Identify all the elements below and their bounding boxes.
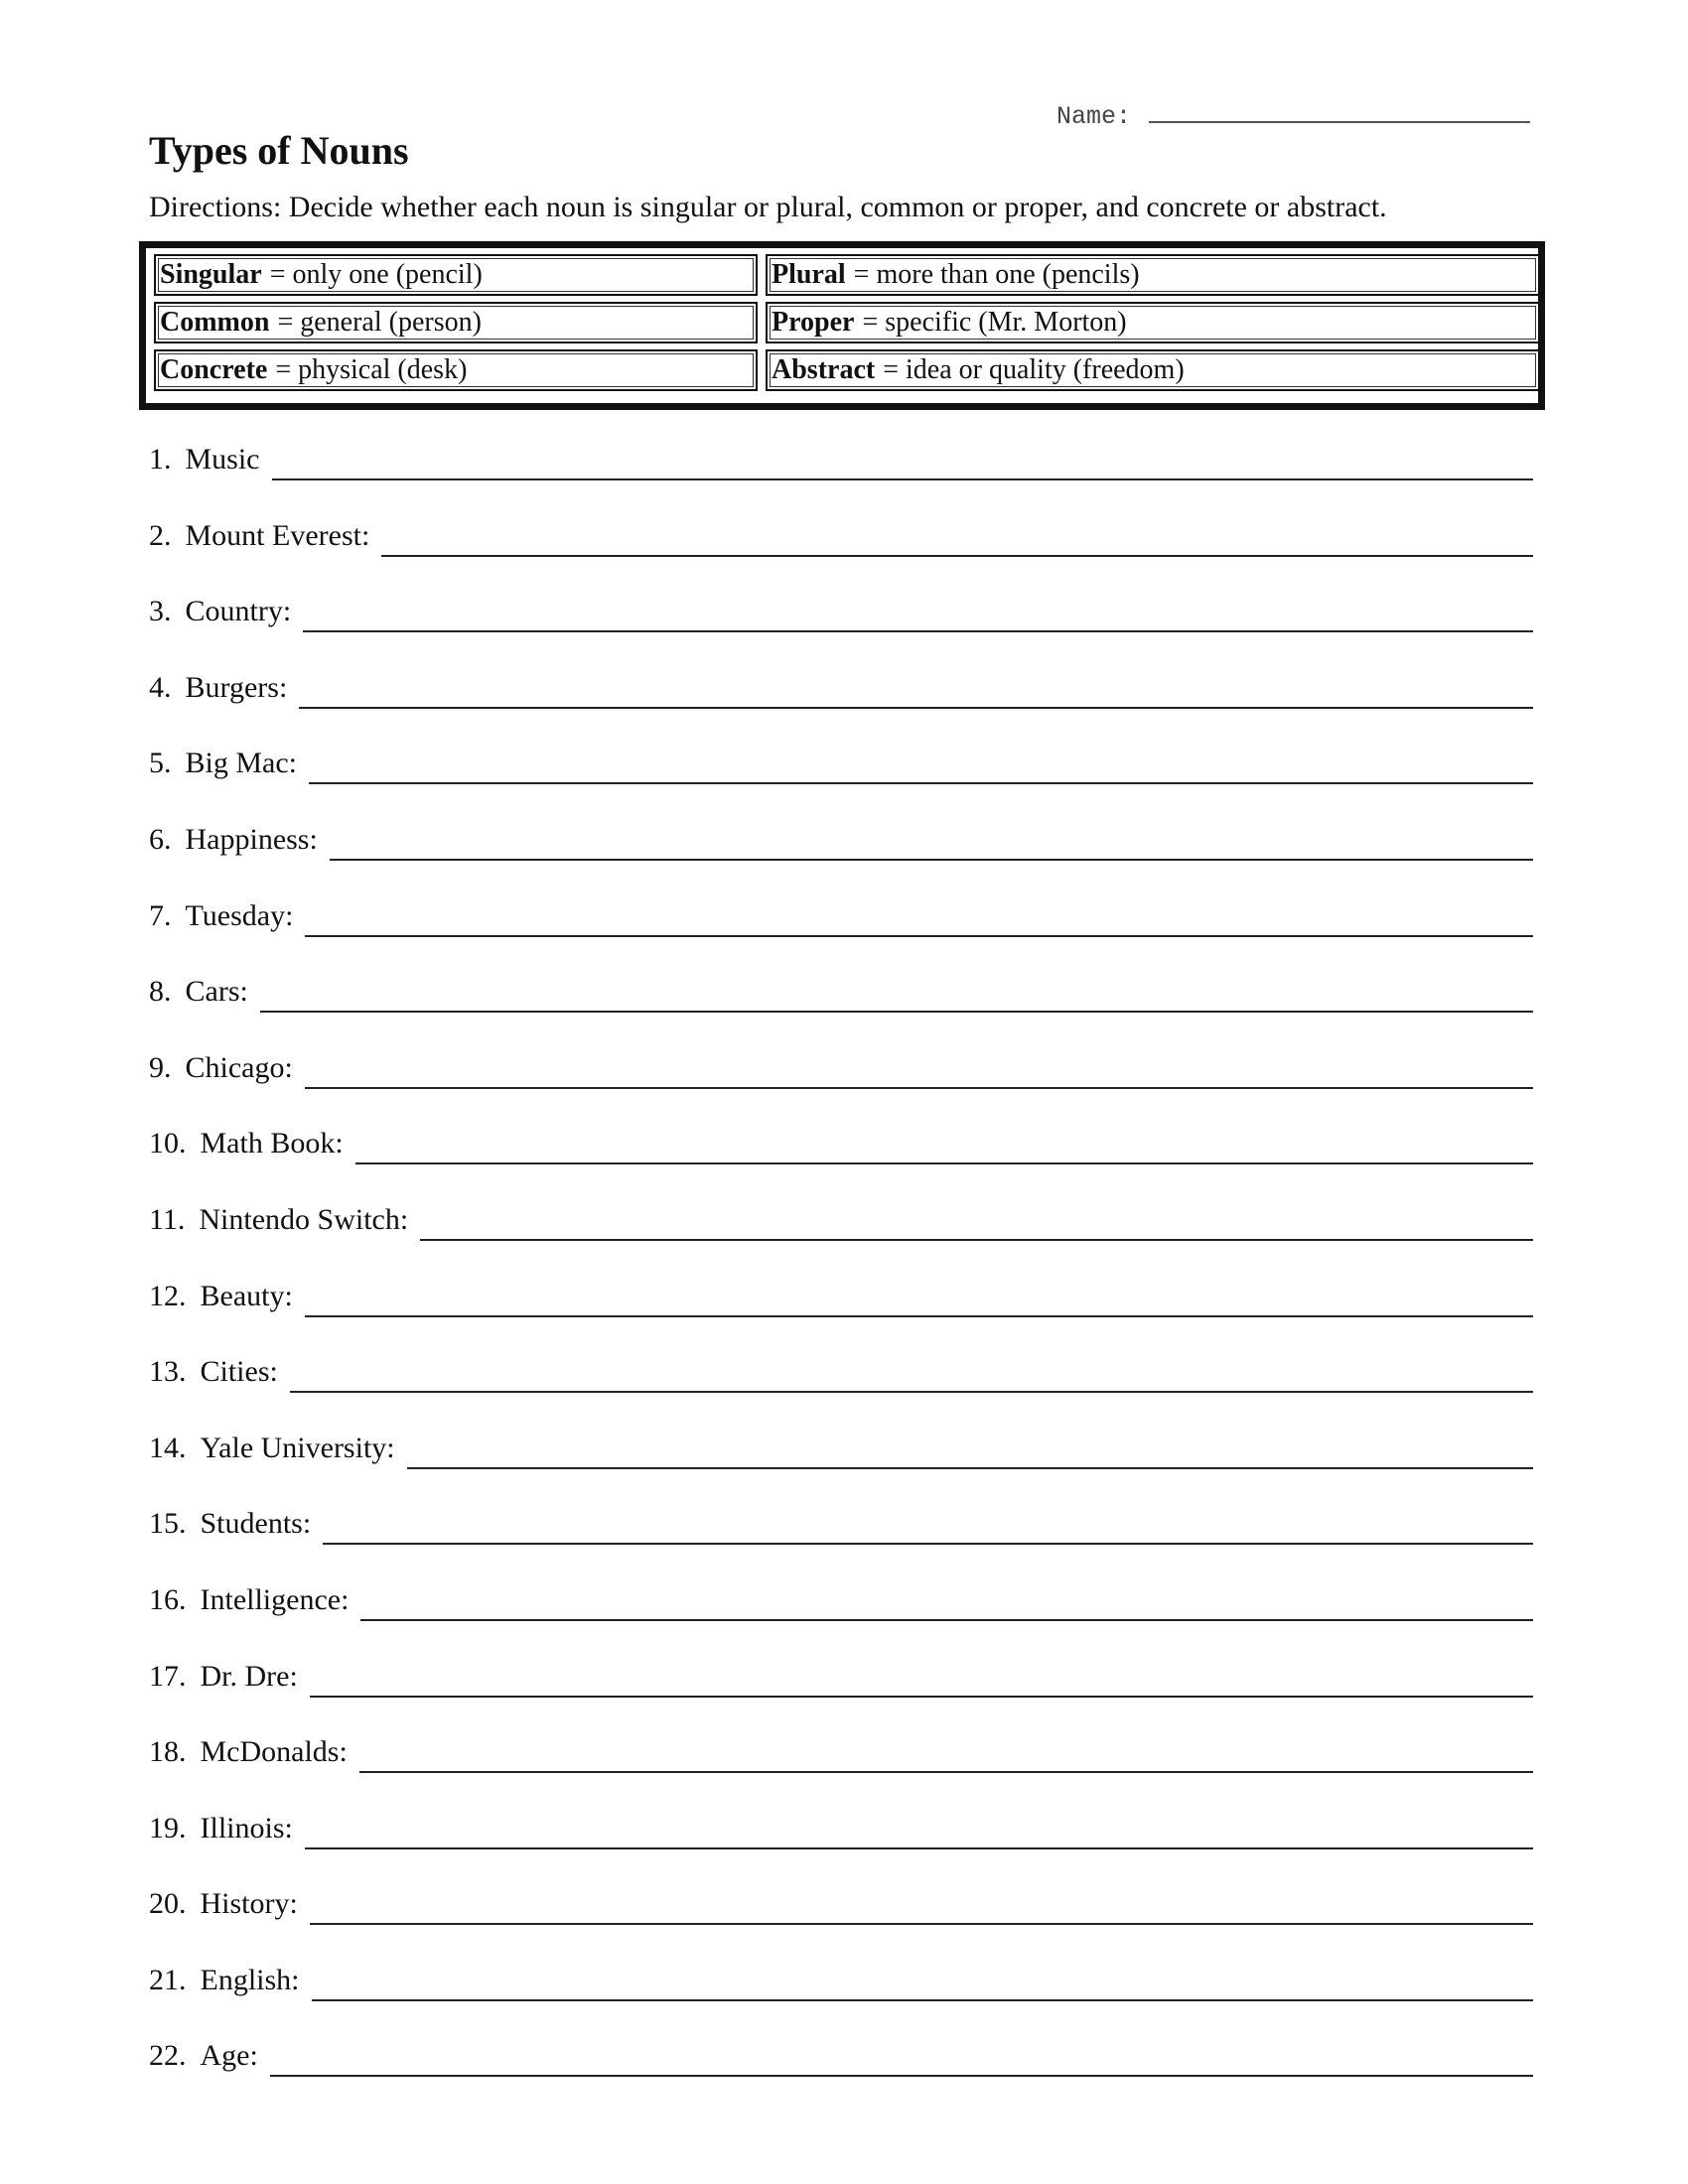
- answer-line[interactable]: [359, 1735, 1533, 1773]
- question-item: [149, 899, 1539, 976]
- question-item: [149, 1127, 1539, 1203]
- question-label: Students:: [200, 1507, 312, 1541]
- question-label: Country:: [185, 595, 292, 628]
- legend-cell-plural: [766, 254, 1540, 296]
- page-title: Types of Nouns: [149, 128, 409, 173]
- question-item: [149, 1280, 1539, 1356]
- legend-term: Common: [160, 307, 270, 338]
- legend-term: Abstract: [772, 354, 876, 385]
- answer-line[interactable]: [381, 519, 1533, 557]
- question-label: Intelligence:: [200, 1582, 350, 1616]
- name-field: [1056, 97, 1530, 131]
- answer-line[interactable]: [260, 975, 1533, 1013]
- question-item: [149, 975, 1539, 1051]
- question-item: [149, 519, 1539, 596]
- answer-line[interactable]: [305, 899, 1533, 937]
- question-label: Music: [185, 443, 260, 476]
- question-item: [149, 1660, 1539, 1736]
- legend-grid: [150, 252, 1534, 399]
- question-label: Mount Everest:: [185, 518, 370, 552]
- legend-cell-proper: [766, 302, 1540, 343]
- question-number: 9.: [149, 1050, 172, 1084]
- question-number: 19.: [149, 1811, 187, 1844]
- question-number: 10.: [149, 1127, 187, 1160]
- directions-text: Directions: Decide whether each noun is singular or plural, common or proper, and concrete or abstract.: [149, 191, 1387, 223]
- question-label: Age:: [200, 2039, 258, 2073]
- question-item: [149, 1507, 1539, 1583]
- question-number: 3.: [149, 595, 172, 628]
- answer-line[interactable]: [312, 1964, 1533, 2001]
- question-label: Yale University:: [200, 1431, 395, 1464]
- legend-definition: = more than one (pencils): [853, 259, 1140, 290]
- legend-term: Concrete: [160, 354, 268, 385]
- answer-line[interactable]: [420, 1203, 1533, 1241]
- question-item: [149, 1964, 1539, 2040]
- legend-definition: = physical (desk): [275, 354, 468, 385]
- legend-term: Proper: [772, 307, 855, 338]
- question-label: History:: [200, 1887, 298, 1921]
- answer-line[interactable]: [330, 823, 1533, 861]
- answer-line[interactable]: [305, 1051, 1533, 1089]
- name-blank-line[interactable]: [1149, 97, 1530, 123]
- question-number: 20.: [149, 1887, 187, 1921]
- question-item: [149, 443, 1539, 519]
- name-label: Name:: [1056, 102, 1132, 131]
- question-number: 8.: [149, 975, 172, 1009]
- question-label: English:: [200, 1963, 300, 1996]
- answer-line[interactable]: [360, 1583, 1533, 1621]
- question-label: Dr. Dre:: [200, 1659, 298, 1693]
- legend-cell-abstract: [766, 349, 1540, 391]
- question-number: 4.: [149, 670, 172, 704]
- question-number: 14.: [149, 1431, 187, 1464]
- question-item: [149, 1735, 1539, 1812]
- question-item: [149, 1432, 1539, 1508]
- answer-line[interactable]: [299, 671, 1533, 709]
- answer-line[interactable]: [310, 1660, 1533, 1698]
- question-item: [149, 823, 1539, 899]
- question-list: [149, 443, 1539, 2116]
- legend-term: Singular: [160, 259, 262, 290]
- question-label: Burgers:: [185, 670, 288, 704]
- answer-line[interactable]: [303, 595, 1533, 632]
- question-item: [149, 671, 1539, 748]
- question-label: Nintendo Switch:: [199, 1202, 409, 1236]
- question-label: Chicago:: [185, 1050, 293, 1084]
- question-number: 18.: [149, 1735, 187, 1769]
- question-label: Beauty:: [200, 1279, 293, 1312]
- question-label: Happiness:: [185, 822, 318, 856]
- question-label: Illinois:: [200, 1811, 293, 1844]
- question-label: Big Mac:: [185, 747, 297, 780]
- legend-definition: = specific (Mr. Morton): [862, 307, 1127, 338]
- question-item: [149, 595, 1539, 671]
- question-number: 2.: [149, 518, 172, 552]
- answer-line[interactable]: [309, 747, 1533, 784]
- answer-line[interactable]: [310, 1887, 1533, 1925]
- question-label: Math Book:: [200, 1127, 344, 1160]
- question-number: 13.: [149, 1355, 187, 1389]
- answer-line[interactable]: [270, 2039, 1533, 2077]
- question-item: [149, 2039, 1539, 2116]
- question-number: 12.: [149, 1279, 187, 1312]
- question-number: 7.: [149, 898, 172, 932]
- question-number: 21.: [149, 1963, 187, 1996]
- legend-cell-common: [154, 302, 758, 343]
- answer-line[interactable]: [407, 1432, 1533, 1469]
- question-number: 15.: [149, 1507, 187, 1541]
- answer-line[interactable]: [323, 1507, 1533, 1545]
- answer-line[interactable]: [272, 443, 1534, 480]
- question-label: Cars:: [185, 975, 248, 1009]
- question-item: [149, 1887, 1539, 1964]
- legend-cell-singular: [154, 254, 758, 296]
- question-number: 5.: [149, 747, 172, 780]
- legend-cell-concrete: [154, 349, 758, 391]
- question-item: [149, 1812, 1539, 1888]
- question-item: [149, 1051, 1539, 1128]
- question-item: [149, 1355, 1539, 1432]
- legend-definition: = idea or quality (freedom): [883, 354, 1185, 385]
- question-item: [149, 747, 1539, 823]
- question-item: [149, 1583, 1539, 1660]
- legend-term: Plural: [772, 259, 846, 290]
- answer-line[interactable]: [305, 1280, 1533, 1317]
- question-label: Cities:: [200, 1355, 278, 1389]
- question-label: McDonalds:: [200, 1735, 348, 1769]
- question-number: 17.: [149, 1659, 187, 1693]
- question-item: [149, 1203, 1539, 1280]
- answer-line[interactable]: [355, 1127, 1533, 1164]
- noun-types-legend: [139, 241, 1545, 410]
- question-number: 16.: [149, 1582, 187, 1616]
- question-number: 22.: [149, 2039, 187, 2073]
- question-number: 1.: [149, 443, 172, 476]
- answer-line[interactable]: [305, 1812, 1533, 1849]
- question-number: 11.: [149, 1202, 186, 1236]
- answer-line[interactable]: [290, 1355, 1533, 1393]
- legend-definition: = general (person): [277, 307, 482, 338]
- question-number: 6.: [149, 822, 172, 856]
- question-label: Tuesday:: [185, 898, 294, 932]
- legend-definition: = only one (pencil): [269, 259, 483, 290]
